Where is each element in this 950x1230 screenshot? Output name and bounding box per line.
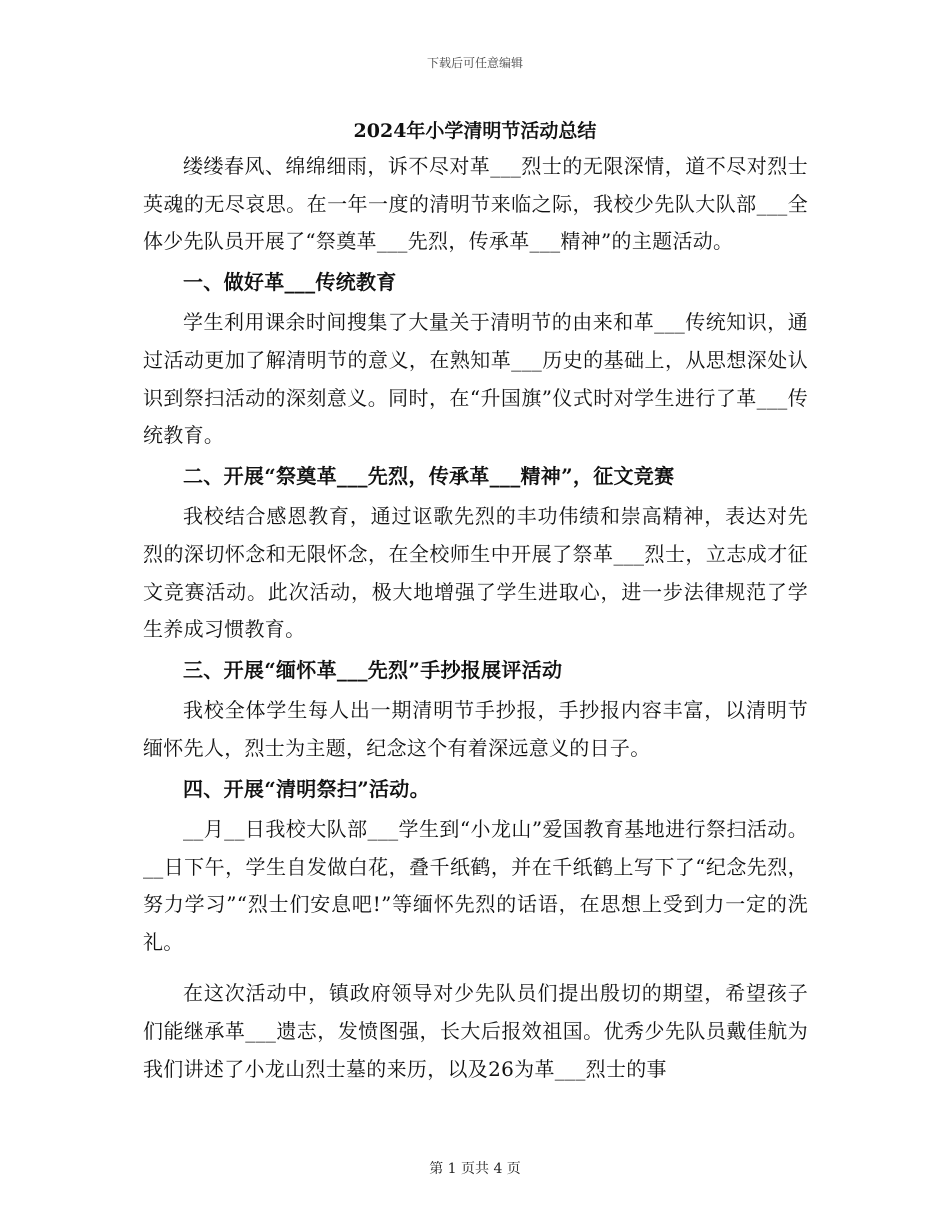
page-number: 第 1 页共 4 页 [429, 1161, 521, 1177]
section-heading-4: 四、开展“清明祭扫”活动。 [183, 776, 430, 801]
section-heading-2: 二、开展“祭奠革___先烈，传承革___精神”，征文竞赛 [183, 463, 675, 488]
section-body-1: 学生利用课余时间搜集了大量关于清明节的由来和革___传统知识，通过活动更加了解清明节的意义，在熟知革___历史的基础上，从思想深处认识到祭扫活动的深刻意义。同时，在“升国旗”仪式时对学生进行了革___传统教育。 [143, 310, 808, 448]
header-note: 下载后可任意编辑 [426, 56, 523, 70]
document-body [143, 148, 808, 1088]
section-body-2: 我校结合感恩教育，通过讴歌先烈的丰功伟绩和崇高精神，表达对先烈的深切怀念和无限怀念，在全校师生中开展了祭革___烈士，立志成才征文竞赛活动。此次活动，极大地增强了学生进取心，进一步法律规范了学生养成习惯教育。 [143, 504, 808, 642]
section-body-4: __月__日我校大队部___学生到“小龙山”爱国教育基地进行祭扫活动。__日下午，学生自发做白花，叠千纸鹤，并在千纸鹤上写下了“纪念先烈，努力学习”“烈士们安息吧!”等缅怀先烈的话语，在思想上受到力一定的洗礼。 [143, 817, 808, 954]
closing-paragraph: 在这次活动中，镇政府领导对少先队员们提出殷切的期望，希望孩子们能继承革___遗志，发愤图强，长大后报效祖国。优秀少先队员戴佳航为我们讲述了小龙山烈士墓的来历，以及26为革___烈士的事 [143, 981, 808, 1081]
page-title: 2024年小学清明节活动总结 [353, 120, 597, 142]
intro-paragraph: 缕缕春风、绵绵细雨，诉不尽对革___烈士的无限深情，道不尽对烈士英魂的无尽哀思。在一年一度的清明节来临之际，我校少先队大队部___全体少先队员开展了“祭奠革___先烈，传承革___精神”的主题活动。 [143, 154, 808, 254]
section-body-3: 我校全体学生每人出一期清明节手抄报，手抄报内容丰富，以清明节缅怀先人，烈士为主题，纪念这个有着深远意义的日子。 [143, 698, 808, 760]
section-heading-1: 一、做好革___传统教育 [183, 269, 397, 294]
section-heading-3: 三、开展“缅怀革___先烈”手抄报展评活动 [183, 657, 563, 682]
